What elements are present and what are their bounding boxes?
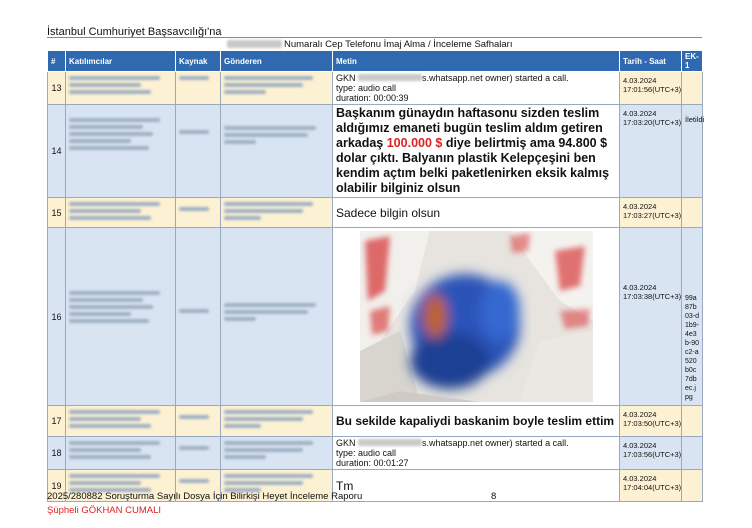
row-number: 17 bbox=[48, 406, 66, 437]
amount-highlight: 100.000 $ bbox=[386, 136, 443, 150]
datetime-cell bbox=[620, 198, 682, 228]
source-redacted bbox=[176, 105, 221, 198]
attachment-filename[interactable]: 99a87b03-d1b9-4e3b-90c2-a520b0c7dbec.jpg bbox=[682, 228, 703, 406]
call-duration: duration: 00:01:27 bbox=[336, 458, 409, 468]
footer-suspect-name: Şüpheli GÖKHAN CUMALI bbox=[47, 505, 162, 516]
attachment-cell bbox=[682, 437, 703, 470]
row-number: 15 bbox=[48, 198, 66, 228]
time: 17:03:56(UTC+3) bbox=[623, 450, 682, 459]
participants-redacted bbox=[66, 228, 176, 406]
message-text bbox=[333, 470, 620, 502]
footer-report-title: 2025/280882 Soruşturma Sayılı Dosya İçin Bilirkişi Heyet İnceleme Raporu bbox=[47, 491, 363, 502]
attachment-cell bbox=[682, 470, 703, 502]
date: 4.03.2024 bbox=[623, 109, 657, 118]
source-redacted bbox=[176, 437, 221, 470]
table-row bbox=[48, 198, 703, 228]
row-number: 13 bbox=[48, 72, 66, 105]
participants-redacted bbox=[66, 105, 176, 198]
time: 17:03:50(UTC+3) bbox=[623, 419, 682, 428]
col-header-source: Kaynak bbox=[176, 51, 221, 72]
table-row bbox=[48, 406, 703, 437]
call-duration: duration: 00:00:39 bbox=[336, 93, 409, 103]
datetime-cell bbox=[620, 105, 682, 198]
row-number: 14 bbox=[48, 105, 66, 198]
time: 17:03:38(UTC+3) bbox=[623, 292, 682, 301]
page-number: 8 bbox=[491, 491, 497, 502]
datetime-cell bbox=[620, 437, 682, 470]
date: 4.03.2024 bbox=[623, 283, 657, 292]
messages-table bbox=[47, 50, 703, 502]
col-header-text: Metin bbox=[333, 51, 620, 72]
message-text bbox=[333, 105, 620, 198]
sender-redacted bbox=[221, 72, 333, 105]
message-part: Başkanım günaydın haftasonu sizden teslim aldığımız emaneti bugün teslim aldım getiren arkadaş bbox=[336, 106, 603, 150]
time: 17:03:27(UTC+3) bbox=[623, 211, 682, 220]
time: 17:01:56(UTC+3) bbox=[623, 85, 682, 94]
date: 4.03.2024 bbox=[623, 474, 657, 483]
package-photo-svg bbox=[360, 231, 593, 402]
col-header-datetime: Tarih - Saat bbox=[620, 51, 682, 72]
call-gkn: GKN bbox=[336, 73, 356, 83]
col-header-num: # bbox=[48, 51, 66, 72]
call-type: type: audio call bbox=[336, 448, 397, 458]
date: 4.03.2024 bbox=[623, 202, 657, 211]
message-part: Bu sekilde kapaliydi baskanim boyle teslim ettim bbox=[336, 413, 615, 428]
source-redacted bbox=[176, 406, 221, 437]
row-number: 16 bbox=[48, 228, 66, 406]
date: 4.03.2024 bbox=[623, 441, 657, 450]
call-type: type: audio call bbox=[336, 83, 397, 93]
table-header-row bbox=[48, 51, 703, 72]
message-part: diye belirtmiş ama 94.800 $ dolar çıktı. Balyanın plastik Kelepçeşini ben kendim açtım belki paketlenirken eksik kalmış olabilir bilginiz olsun bbox=[336, 136, 610, 195]
date: 4.03.2024 bbox=[623, 76, 657, 85]
attachment-cell bbox=[682, 72, 703, 105]
message-text bbox=[333, 406, 620, 437]
attachment-cell bbox=[682, 406, 703, 437]
call-owner-text: s.whatsapp.net owner) started a call. bbox=[422, 438, 569, 448]
message-part: Sadece bilgin olsun bbox=[336, 205, 441, 220]
source-redacted bbox=[176, 72, 221, 105]
sender-redacted bbox=[221, 105, 333, 198]
source-redacted bbox=[176, 198, 221, 228]
attachment-cell: İletildi bbox=[682, 105, 703, 198]
call-log-text bbox=[333, 72, 620, 105]
row-number: 18 bbox=[48, 437, 66, 470]
message-text bbox=[333, 198, 620, 228]
source-redacted bbox=[176, 228, 221, 406]
datetime-cell bbox=[620, 228, 682, 406]
row-number: 19 bbox=[48, 470, 66, 502]
table-row bbox=[48, 105, 703, 198]
participants-redacted bbox=[66, 437, 176, 470]
participants-redacted bbox=[66, 198, 176, 228]
col-header-attachment: EK-1 bbox=[682, 51, 703, 72]
call-owner-text: s.whatsapp.net owner) started a call. bbox=[422, 73, 569, 83]
datetime-cell bbox=[620, 406, 682, 437]
call-log-text bbox=[333, 437, 620, 470]
time: 17:03:20(UTC+3) bbox=[623, 118, 682, 127]
datetime-cell bbox=[620, 470, 682, 502]
sender-redacted bbox=[221, 198, 333, 228]
table-row bbox=[48, 437, 703, 470]
call-gkn: GKN bbox=[336, 438, 356, 448]
office-heading: İstanbul Cumhuriyet Başsavcılığı'na bbox=[47, 26, 222, 38]
col-header-participants: Katılımcılar bbox=[66, 51, 176, 72]
datetime-cell bbox=[620, 72, 682, 105]
report-title: Numaralı Cep Telefonu İmaj Alma / İnceleme Safhaları bbox=[284, 39, 513, 50]
sender-redacted bbox=[221, 406, 333, 437]
col-header-sender: Gönderen bbox=[221, 51, 333, 72]
message-image-cell bbox=[333, 228, 620, 406]
participants-redacted bbox=[66, 72, 176, 105]
table-row bbox=[48, 228, 703, 406]
date: 4.03.2024 bbox=[623, 410, 657, 419]
message-part: Tm bbox=[336, 478, 354, 493]
time: 17:04:04(UTC+3) bbox=[623, 483, 682, 492]
table-row bbox=[48, 72, 703, 105]
sender-redacted bbox=[221, 437, 333, 470]
participants-redacted bbox=[66, 406, 176, 437]
sender-redacted bbox=[221, 228, 333, 406]
package-photo bbox=[360, 231, 593, 402]
attachment-cell bbox=[682, 198, 703, 228]
